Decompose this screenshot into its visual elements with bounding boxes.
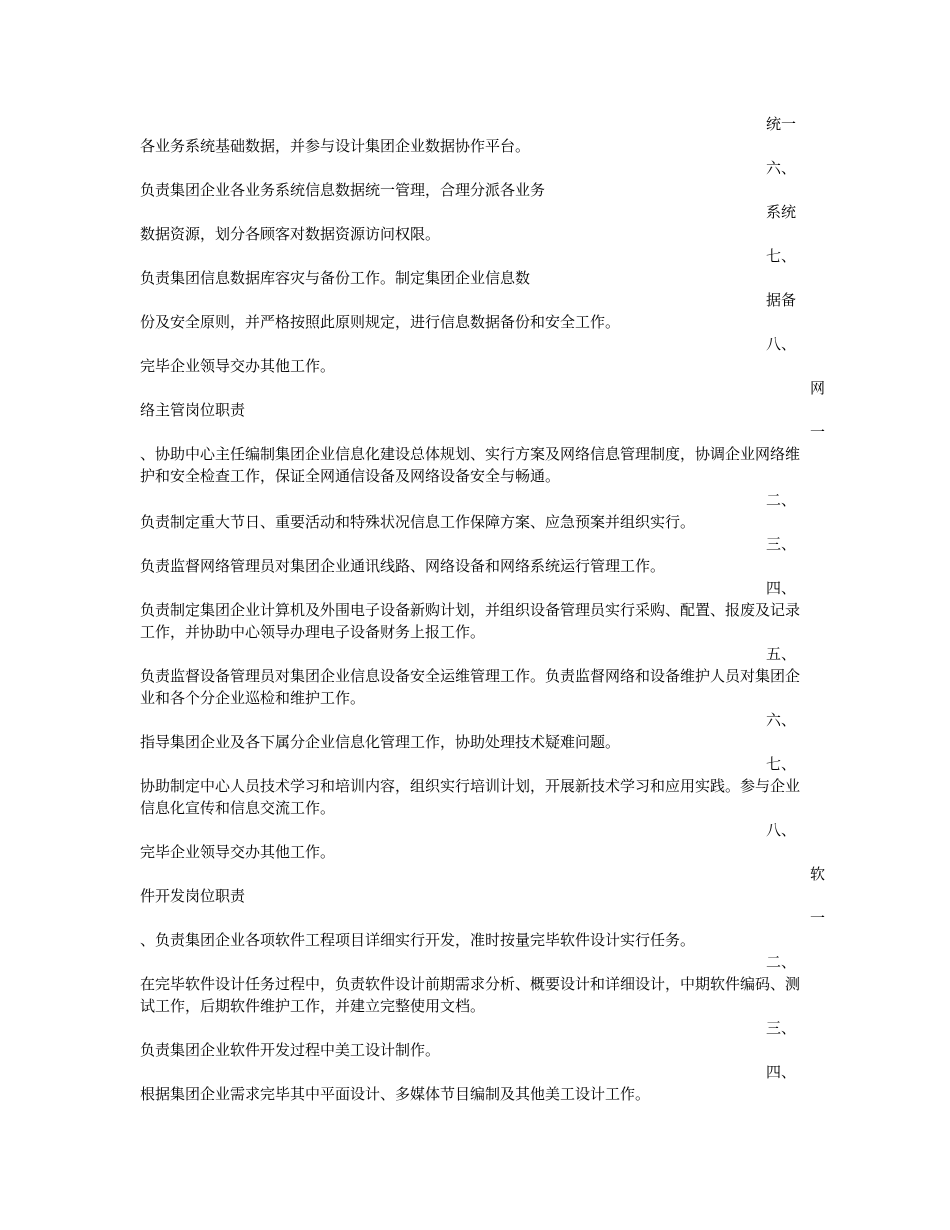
section-marker: 二、	[766, 491, 797, 509]
section-marker: 八、	[766, 821, 797, 839]
section-marker: 四、	[766, 579, 797, 597]
paragraph: 在完毕软件设计任务过程中，负责软件设计前期需求分析、概要设计和详细设计，中期软件编码、测试工作，后期软件维护工作，并建立完整使用文档。	[140, 975, 801, 1015]
section-marker: 六、	[766, 159, 797, 177]
section-marker: 系统	[766, 203, 797, 221]
section-marker: 统一	[766, 115, 797, 133]
paragraph: 各业务系统基础数据，并参与设计集团企业数据协作平台。	[140, 137, 531, 155]
paragraph: 负责监督设备管理员对集团企业信息设备安全运维管理工作。负责监督网络和设备维护人员对集团企业和各个分企业巡检和维护工作。	[140, 667, 801, 707]
section-marker: 五、	[766, 645, 797, 663]
paragraph: 根据集团企业需求完毕其中平面设计、多媒体节目编制及其他美工设计工作。	[140, 1085, 651, 1103]
paragraph: 负责集团信息数据库容灾与备份工作。制定集团企业信息数	[140, 269, 531, 287]
paragraph: 负责集团企业各业务系统信息数据统一管理，合理分派各业务	[140, 181, 546, 199]
heading-marker: 网	[810, 379, 826, 397]
section-heading: 件开发岗位职责	[140, 887, 246, 905]
section-heading: 络主管岗位职责	[140, 401, 246, 419]
paragraph: 、负责集团企业各项软件工程项目详细实行开发，准时按量完毕软件设计实行任务。	[140, 931, 696, 949]
paragraph: 数据资源，划分各顾客对数据资源访问权限。	[140, 225, 441, 243]
section-marker: 据备	[766, 291, 797, 309]
paragraph: 份及安全原则，并严格按照此原则规定，进行信息数据备份和安全工作。	[140, 313, 621, 331]
section-marker: 四、	[766, 1063, 797, 1081]
section-marker: 八、	[766, 335, 797, 353]
section-marker: 七、	[766, 247, 797, 265]
paragraph: 完毕企业领导交办其他工作。	[140, 357, 336, 375]
paragraph: 、协助中心主任编制集团企业信息化建设总体规划、实行方案及网络信息管理制度，协调企业网络维护和安全检查工作，保证全网通信设备及网络设备安全与畅通。	[140, 445, 801, 485]
section-marker: 一	[810, 909, 826, 927]
paragraph: 完毕企业领导交办其他工作。	[140, 843, 336, 861]
paragraph: 负责制定重大节日、重要活动和特殊状况信息工作保障方案、应急预案并组织实行。	[140, 513, 696, 531]
paragraph: 负责集团企业软件开发过程中美工设计制作。	[140, 1041, 441, 1059]
section-marker: 三、	[766, 535, 797, 553]
heading-marker: 软	[810, 865, 826, 883]
paragraph: 负责制定集团企业计算机及外围电子设备新购计划，并组织设备管理员实行采购、配置、报废及记录工作，并协助中心领导办理电子设备财务上报工作。	[140, 601, 801, 641]
section-marker: 一	[810, 423, 826, 441]
section-marker: 六、	[766, 711, 797, 729]
paragraph: 协助制定中心人员技术学习和培训内容，组织实行培训计划，开展新技术学习和应用实践。参与企业信息化宣传和信息交流工作。	[140, 777, 801, 817]
paragraph: 负责监督网络管理员对集团企业通讯线路、网络设备和网络系统运行管理工作。	[140, 557, 666, 575]
section-marker: 三、	[766, 1019, 797, 1037]
section-marker: 七、	[766, 755, 797, 773]
paragraph: 指导集团企业及各下属分企业信息化管理工作，协助处理技术疑难问题。	[140, 733, 621, 751]
section-marker: 二、	[766, 953, 797, 971]
